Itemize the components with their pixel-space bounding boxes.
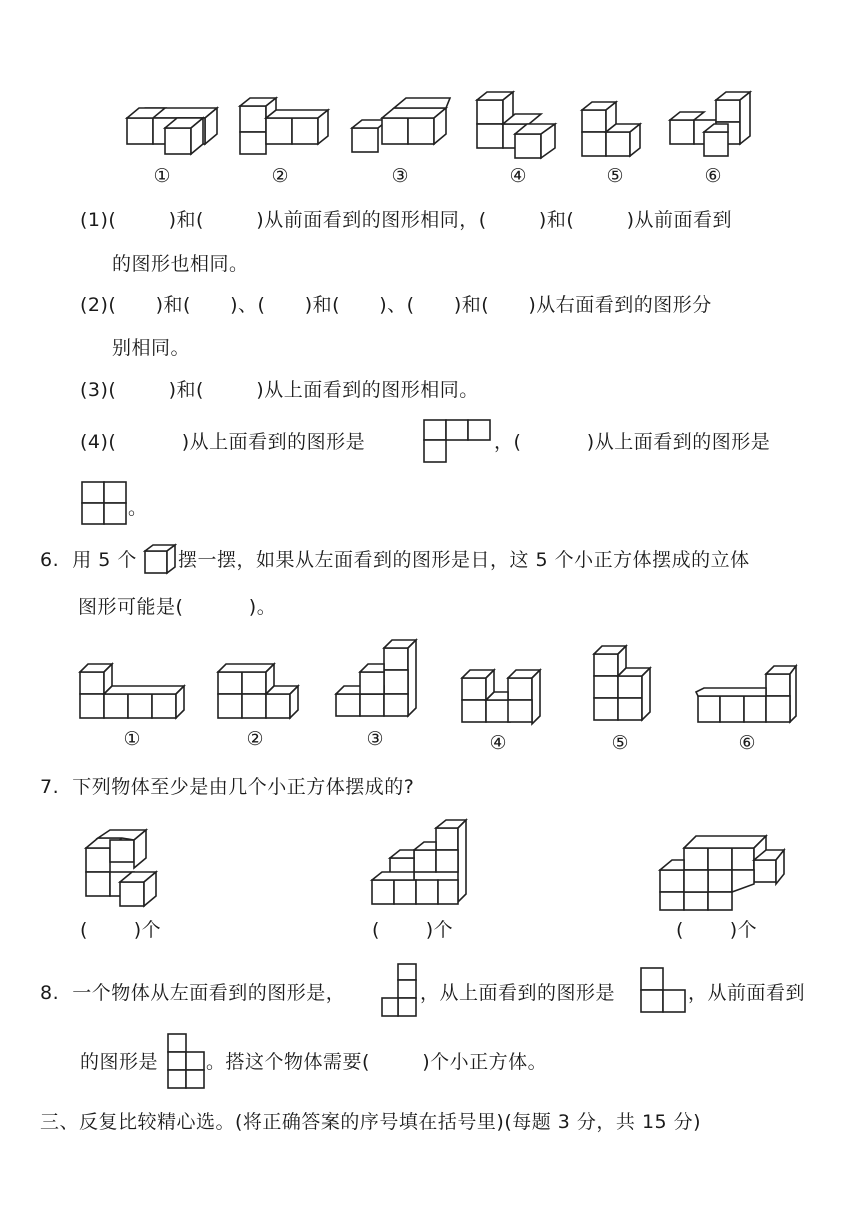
q5-top-view-figure-b: [80, 480, 128, 526]
q6-label-1: ①: [123, 728, 141, 750]
q6-label-6: ⑥: [738, 732, 756, 754]
q6-figure-5: [592, 644, 657, 724]
q5-label-5: ⑤: [606, 165, 624, 187]
q7-answer-1: ( )个: [80, 919, 162, 941]
q5-part4-c: 。: [128, 497, 148, 519]
q5-part4-b: ，( )从上面看到的图形是: [494, 431, 771, 453]
q5-figure-1: [125, 96, 220, 156]
q5-label-1: ①: [153, 165, 171, 187]
q5-label-2: ②: [271, 165, 289, 187]
q6-label-2: ②: [246, 728, 264, 750]
q5-part2-line1: (2)( )和( )、( )和( )、( )和( )从右面看到的图形分: [80, 294, 712, 316]
small-cube-icon: [143, 543, 177, 575]
q8-line2-a: 的图形是: [80, 1051, 159, 1073]
q6-figure-3: [334, 638, 419, 720]
q7-figure-1: [84, 828, 169, 910]
q5-label-4: ④: [509, 165, 527, 187]
q8-line2-b: 。搭这个物体需要( )个小正方体。: [206, 1051, 548, 1073]
q7-answer-3: ( )个: [676, 919, 758, 941]
q6-label-3: ③: [366, 728, 384, 750]
q8-line1-a: 8. 一个物体从左面看到的图形是，: [40, 982, 346, 1004]
q8-front-view-figure: [166, 1032, 208, 1090]
q5-top-view-figure-a: [422, 418, 492, 464]
q6-figure-4: [460, 664, 545, 724]
q5-figure-4: [475, 90, 560, 160]
q5-figure-6: [668, 90, 753, 160]
q5-label-3: ③: [391, 165, 409, 187]
q8-left-view-figure: [380, 962, 422, 1020]
q5-part3: (3)( )和( )从上面看到的图形相同。: [80, 379, 479, 401]
q5-part1-line1: (1)( )和( )从前面看到的图形相同，( )和( )从前面看到: [80, 209, 732, 231]
q6-label-5: ⑤: [611, 732, 629, 754]
q6-label-4: ④: [489, 732, 507, 754]
q6-figure-2: [216, 658, 301, 720]
q5-part1-line2: 的图形也相同。: [112, 253, 249, 275]
q6-line1-b: 摆一摆，如果从左面看到的图形是日，这 5 个小正方体摆成的立体: [178, 549, 750, 571]
q5-part4-a: (4)( )从上面看到的图形是: [80, 431, 366, 453]
q5-label-6: ⑥: [704, 165, 722, 187]
q7-title: 7. 下列物体至少是由几个小正方体摆成的?: [40, 776, 415, 798]
q7-figure-2: [370, 818, 465, 910]
q7-figure-3: [658, 826, 788, 912]
q5-part2-line2: 别相同。: [112, 337, 191, 359]
q6-figure-6: [694, 664, 799, 724]
q8-line1-b: ，从上面看到的图形是: [420, 982, 616, 1004]
q8-line1-c: ，从前面看到: [688, 982, 806, 1004]
q6-figure-1: [78, 658, 183, 720]
q6-line2: 图形可能是( )。: [78, 596, 277, 618]
q8-top-view-figure: [639, 966, 689, 1016]
q5-figure-3: [350, 96, 455, 156]
q5-figure-5: [580, 100, 655, 160]
q6-line1-a: 6. 用 5 个: [40, 549, 137, 571]
section3-title: 三、反复比较精心选。(将正确答案的序号填在括号里)(每题 3 分，共 15 分): [40, 1111, 702, 1133]
q7-answer-2: ( )个: [372, 919, 454, 941]
q5-figure-2: [238, 98, 333, 158]
